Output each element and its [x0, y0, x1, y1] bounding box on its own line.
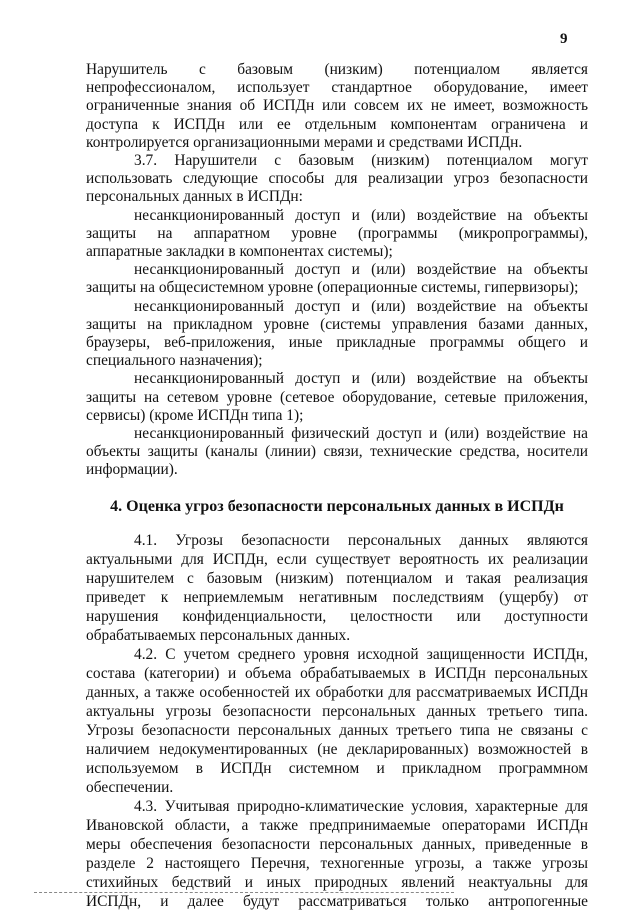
text-line: стихийных бедствий и иных природных явлений неактуальны для	[86, 873, 588, 891]
text-line: защиты на сетевом уровне (сетевое оборудование, сетевые приложения,	[86, 388, 588, 406]
footer-scan-line	[34, 892, 454, 893]
text-line: обеспечении.	[86, 778, 174, 796]
text-line: сервисы) (кроме ИСПДн типа 1);	[86, 406, 304, 424]
text-line: Угрозы безопасности персональных данных третьего типа не связаны с	[86, 721, 588, 739]
paragraph	[86, 207, 588, 262]
text-line: актуальны угрозы безопасности персональных данных третьего типа.	[86, 702, 588, 720]
paragraph	[86, 261, 588, 297]
text-line: данных, а также особенностей их обработки для рассматриваемых ИСПДн	[86, 683, 588, 701]
text-line: 4.3. Учитывая природно-климатические условия, характерные для	[134, 797, 588, 815]
text-line: несанкционированный доступ и (или) воздействие на объекты	[134, 370, 588, 388]
section-3-text	[86, 61, 588, 480]
text-line: нарушения конфиденциальности, целостности или доступности	[86, 607, 588, 625]
text-line: использовать следующие способы для реализации угроз безопасности	[86, 170, 588, 188]
paragraph	[86, 370, 588, 425]
text-line: непрофессионалом, использует стандартное оборудование, имеет	[86, 79, 588, 97]
text-line: меры обеспечения безопасности персональных данных, приведенные в	[86, 835, 588, 853]
paragraph	[86, 797, 588, 911]
text-line: защиты на прикладном уровне (системы управления базами данных,	[86, 315, 588, 333]
text-line: защиты на аппаратном уровне (программы (микропрограммы),	[86, 224, 588, 242]
text-line: браузеры, веб-приложения, иные прикладные программы общего и	[86, 334, 588, 352]
text-line: наличием недокументированных (не декларированных) возможностей в	[86, 740, 588, 758]
text-line: приведет к неприемлемым негативным последствиям (ущербу) от	[86, 588, 588, 606]
text-line: несанкционированный доступ и (или) воздействие на объекты	[134, 297, 588, 315]
text-line: несанкционированный доступ и (или) воздействие на объекты	[134, 206, 588, 224]
text-line: 4.1. Угрозы безопасности персональных данных являются	[134, 531, 588, 549]
text-line: специального назначения);	[86, 352, 263, 370]
section-4-heading: 4. Оценка угроз безопасности персональных данных в ИСПДн	[110, 497, 564, 515]
text-line: ИСПДн, и далее будут рассматриваться только антропогенные	[86, 892, 588, 910]
text-line: состава (категории) и объема обрабатываемых в ИСПДн персональных	[86, 664, 588, 682]
text-line: обрабатываемых персональных данных.	[86, 626, 351, 644]
text-line: объекты защиты (каналы (линии) связи, технические средства, носители	[86, 443, 588, 461]
paragraph	[86, 152, 588, 207]
text-line: персональных данных в ИСПДн:	[86, 188, 303, 206]
text-line: Нарушитель с базовым (низким) потенциалом является	[86, 61, 588, 78]
paragraph	[86, 425, 588, 480]
text-line: разделе 2 настоящего Перечня, техногенные угрозы, а также угрозы	[86, 854, 588, 872]
page-number: 9	[560, 31, 568, 47]
text-line: нарушителем с базовым (низким) потенциалом и такая реализация	[86, 569, 588, 587]
paragraph	[86, 531, 588, 645]
text-line: используемом в ИСПДн системном и прикладном программном	[86, 759, 588, 777]
text-line: аппаратные закладки в компонентах системы);	[86, 243, 393, 261]
text-line: 3.7. Нарушители с базовым (низким) потенциалом могут	[134, 152, 588, 170]
text-line: доступа к ИСПДн или ее отдельным компонентам ограничена и	[86, 115, 588, 133]
paragraph	[86, 645, 588, 797]
text-line: актуальными для ИСПДн, если существует вероятность их реализации	[86, 550, 588, 568]
text-line: контролируется организационными мерами и средствами ИСПДн.	[86, 133, 523, 151]
text-line: 4.2. С учетом среднего уровня исходной защищенности ИСПДн,	[134, 645, 588, 663]
text-line: информации).	[86, 461, 178, 479]
text-line: ограниченные знания об ИСПДн или совсем их не имеет, возможность	[86, 97, 588, 115]
paragraph	[86, 61, 588, 152]
text-line: Ивановской области, а также предпринимаемые операторами ИСПДн	[86, 816, 588, 834]
text-line: защиты на общесистемном уровне (операционные системы, гипервизоры);	[86, 279, 579, 297]
paragraph	[86, 298, 588, 371]
text-line: несанкционированный доступ и (или) воздействие на объекты	[134, 261, 588, 279]
text-line: несанкционированный физический доступ и (или) воздействие на	[134, 425, 588, 443]
section-4-text	[86, 531, 588, 911]
